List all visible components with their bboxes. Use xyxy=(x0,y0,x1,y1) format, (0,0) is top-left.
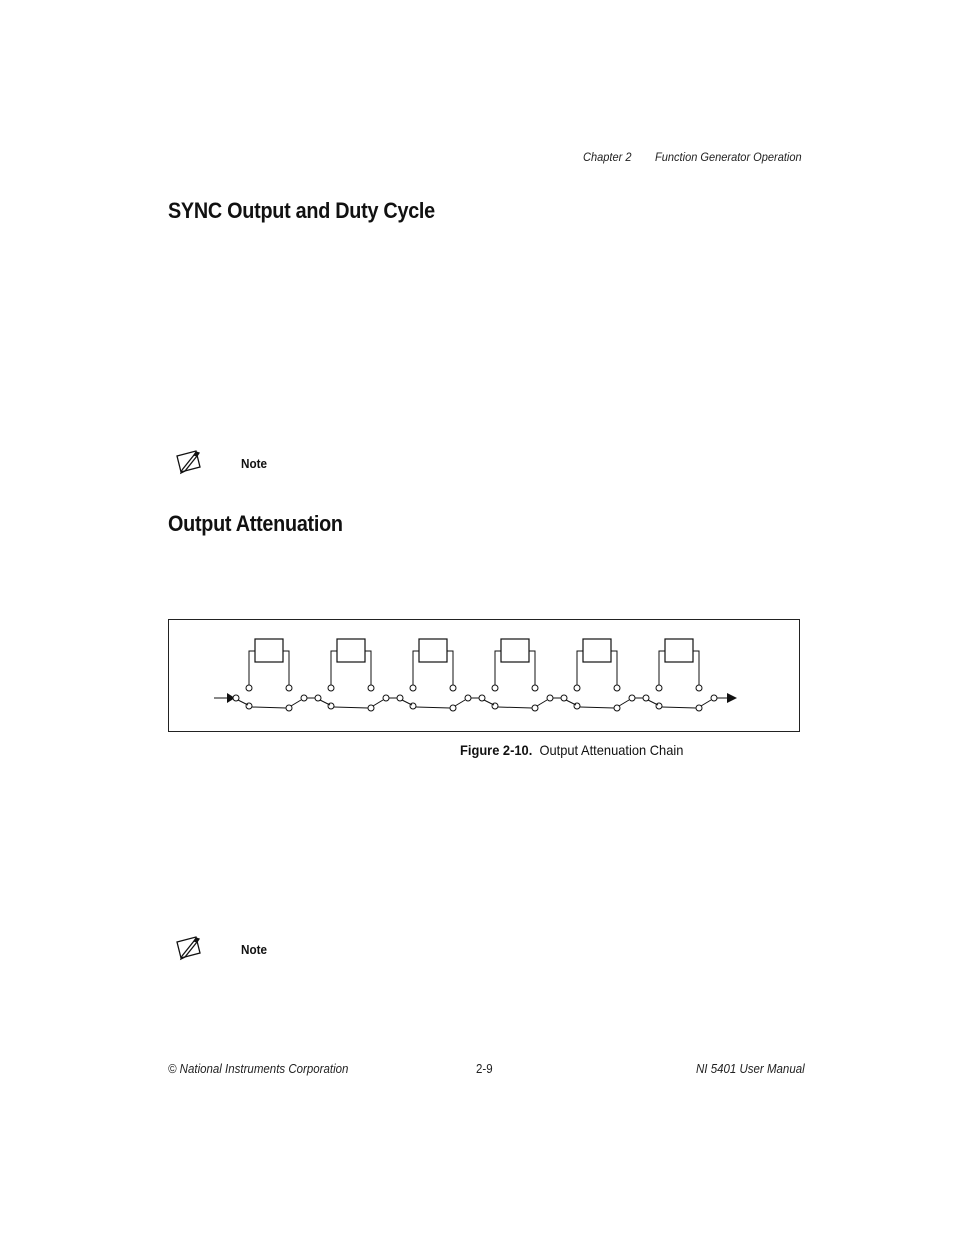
bypass-wire xyxy=(662,707,696,708)
attenuator-lead-left xyxy=(577,651,583,685)
switch-blade xyxy=(291,700,301,706)
switch-blade xyxy=(238,700,248,705)
switch-blade xyxy=(455,700,465,706)
bypass-wire xyxy=(334,707,368,708)
switch-common xyxy=(301,695,307,701)
attenuator-block xyxy=(419,639,447,662)
attenuator-lead-right xyxy=(365,651,371,685)
bypass-wire xyxy=(580,707,614,708)
switch-contact xyxy=(410,685,416,691)
figure-caption xyxy=(460,742,683,758)
switch-blade xyxy=(320,700,330,705)
attenuator-block xyxy=(337,639,365,662)
attenuator-lead-right xyxy=(693,651,699,685)
attenuator-lead-right xyxy=(447,651,453,685)
switch-contact xyxy=(696,685,702,691)
attenuator-lead-left xyxy=(249,651,255,685)
attenuator-block xyxy=(255,639,283,662)
switch-contact xyxy=(286,685,292,691)
switch-blade xyxy=(701,700,711,706)
output-arrow-icon xyxy=(727,693,737,703)
running-head-section: Function Generator Operation xyxy=(655,150,802,164)
switch-blade xyxy=(648,700,658,705)
note-label: Note xyxy=(241,456,268,471)
attenuator-lead-left xyxy=(331,651,337,685)
attenuator-lead-left xyxy=(495,651,501,685)
bypass-wire xyxy=(252,707,286,708)
switch-contact xyxy=(532,685,538,691)
footer-copyright: © National Instruments Corporation xyxy=(168,1062,349,1076)
footer-manual-title: NI 5401 User Manual xyxy=(696,1062,805,1076)
figure-title: Output Attenuation Chain xyxy=(539,742,684,758)
attenuator-lead-right xyxy=(529,651,535,685)
bypass-wire xyxy=(498,707,532,708)
note-pencil-icon xyxy=(174,933,204,963)
section-heading-output-attenuation: Output Attenuation xyxy=(168,511,343,536)
switch-common xyxy=(711,695,717,701)
switch-contact xyxy=(614,685,620,691)
switch-blade xyxy=(373,700,383,706)
switch-common xyxy=(383,695,389,701)
switch-contact xyxy=(656,685,662,691)
switch-contact xyxy=(328,685,334,691)
switch-blade xyxy=(537,700,547,706)
switch-contact xyxy=(492,685,498,691)
note-pencil-icon xyxy=(174,447,204,477)
footer-page-number: 2-9 xyxy=(476,1062,493,1076)
switch-blade xyxy=(402,700,412,705)
section-heading-sync-output: SYNC Output and Duty Cycle xyxy=(168,198,435,223)
figure-output-attenuation-chain xyxy=(168,619,800,732)
attenuator-lead-right xyxy=(611,651,617,685)
attenuator-lead-left xyxy=(659,651,665,685)
bypass-wire xyxy=(416,707,450,708)
attenuation-chain-diagram xyxy=(169,620,799,731)
attenuator-block xyxy=(501,639,529,662)
attenuator-block xyxy=(583,639,611,662)
switch-blade xyxy=(566,700,576,705)
running-head-chapter: Chapter 2 xyxy=(583,150,632,164)
switch-contact xyxy=(368,685,374,691)
switch-common xyxy=(629,695,635,701)
switch-contact xyxy=(246,685,252,691)
attenuator-lead-left xyxy=(413,651,419,685)
switch-contact xyxy=(574,685,580,691)
attenuator-block xyxy=(665,639,693,662)
switch-blade xyxy=(619,700,629,706)
note-label: Note xyxy=(241,942,268,957)
attenuator-lead-right xyxy=(283,651,289,685)
switch-contact xyxy=(450,685,456,691)
figure-number: Figure 2-10. xyxy=(460,742,533,758)
switch-common xyxy=(547,695,553,701)
switch-blade xyxy=(484,700,494,705)
switch-common xyxy=(465,695,471,701)
